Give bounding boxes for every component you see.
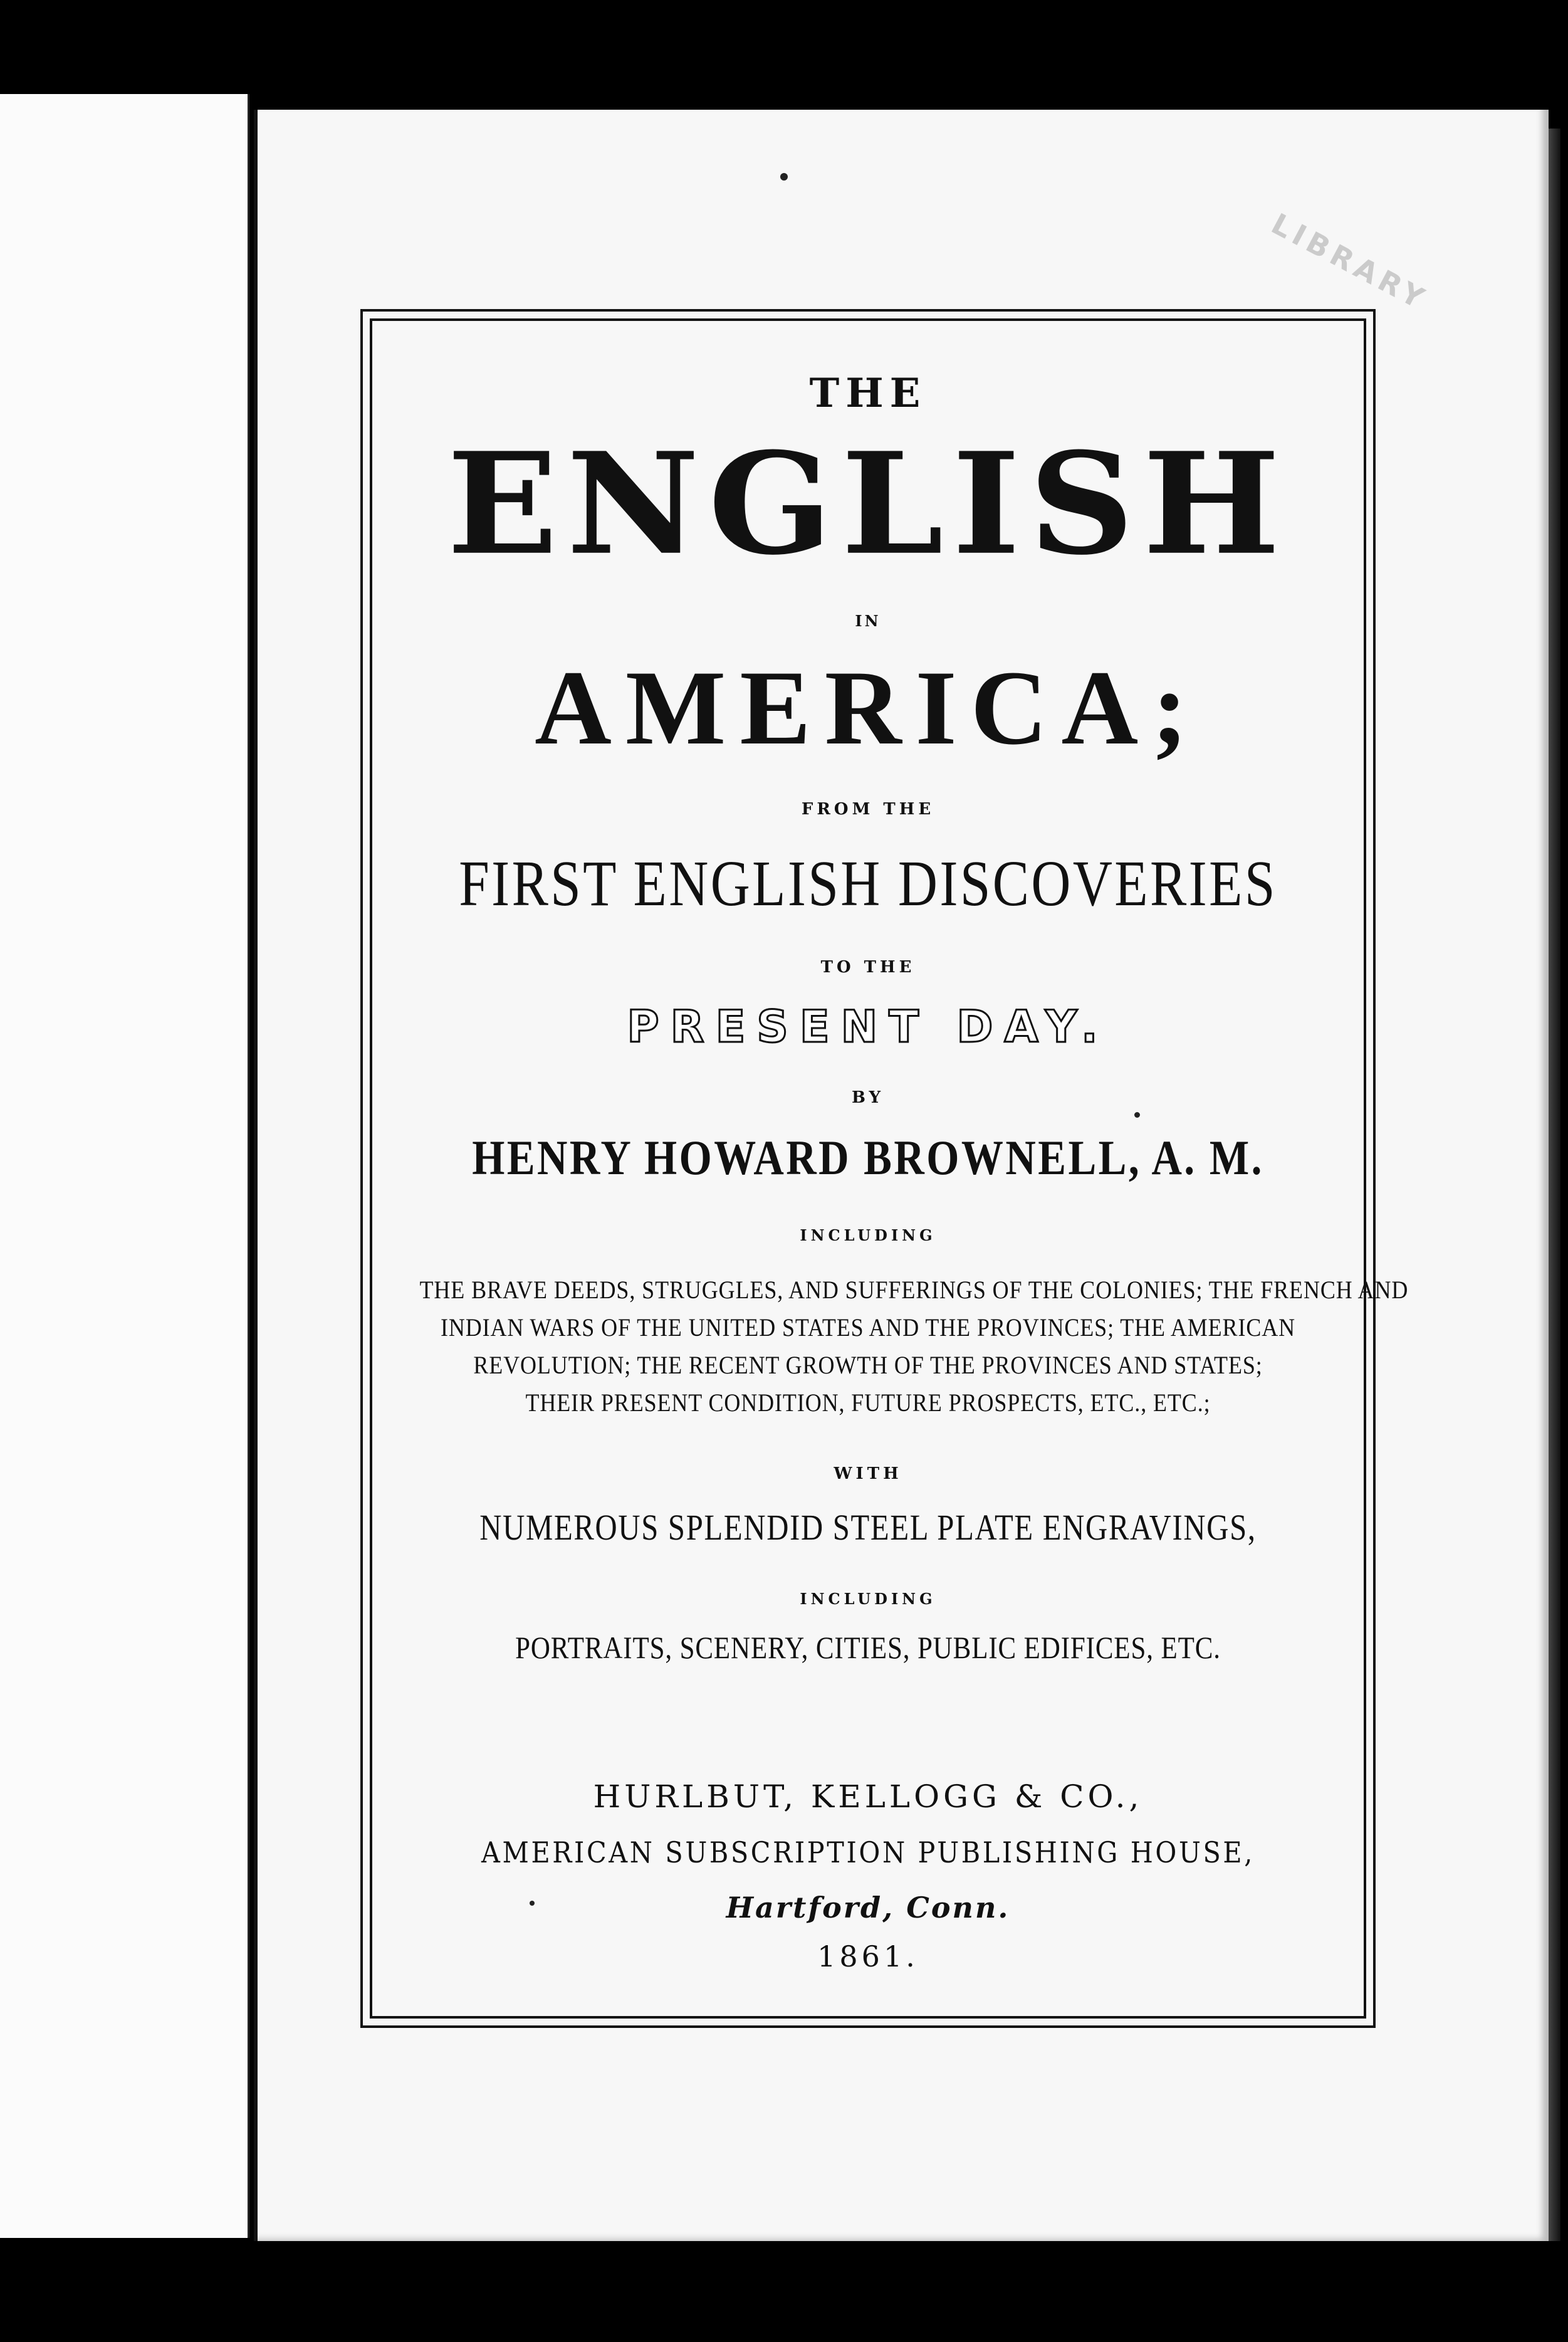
publisher-name: HURLBUT, KELLOGG & CO., [593,1778,1143,1815]
by-label: BY [851,1088,885,1107]
including-label: INCLUDING [800,1226,936,1244]
from-the-label: FROM THE [801,800,935,819]
left-flyleaf-page [0,94,249,2238]
title-article: THE [809,370,927,417]
description-line: THEIR PRESENT CONDITION, FUTURE PROSPECTS, ETC., ETC.; [525,1389,1211,1417]
contents-description [419,1271,1409,1422]
author-name: HENRY HOWARD BROWNELL, A. M. [472,1130,1264,1185]
with-label: WITH [834,1464,902,1483]
publication-place: Hartford, Conn. [726,1891,1010,1925]
publishing-house: AMERICAN SUBSCRIPTION PUBLISHING HOUSE, [481,1835,1255,1869]
title-page-content [370,318,1409,2019]
description-line: REVOLUTION; THE RECENT GROWTH OF THE PROVINCES AND STATES; [473,1351,1263,1379]
library-stamp: LIBRARY [1266,206,1434,318]
subtitle-present-day: PRESENT DAY. [627,1001,1109,1053]
illustrations-line: PORTRAITS, SCENERY, CITIES, PUBLIC EDIFICES, ETC. [515,1630,1221,1665]
title-english: ENGLISH [447,421,1289,586]
description-line: THE BRAVE DEEDS, STRUGGLES, AND SUFFERINGS OF THE COLONIES; THE FRENCH AND [419,1276,1409,1304]
subtitle-discoveries: FIRST ENGLISH DISCOVERIES [459,848,1277,920]
ink-speck [780,173,788,181]
description-line: INDIAN WARS OF THE UNITED STATES AND THE PROVINCES; THE AMERICAN [440,1313,1296,1342]
title-in: IN [855,612,881,630]
publication-year: 1861. [817,1940,919,1973]
including-label: INCLUDING [800,1590,936,1608]
to-the-label: TO THE [820,958,916,977]
engravings-line: NUMEROUS SPLENDID STEEL PLATE ENGRAVINGS, [479,1507,1257,1548]
title-america: AMERICA; [535,649,1201,767]
